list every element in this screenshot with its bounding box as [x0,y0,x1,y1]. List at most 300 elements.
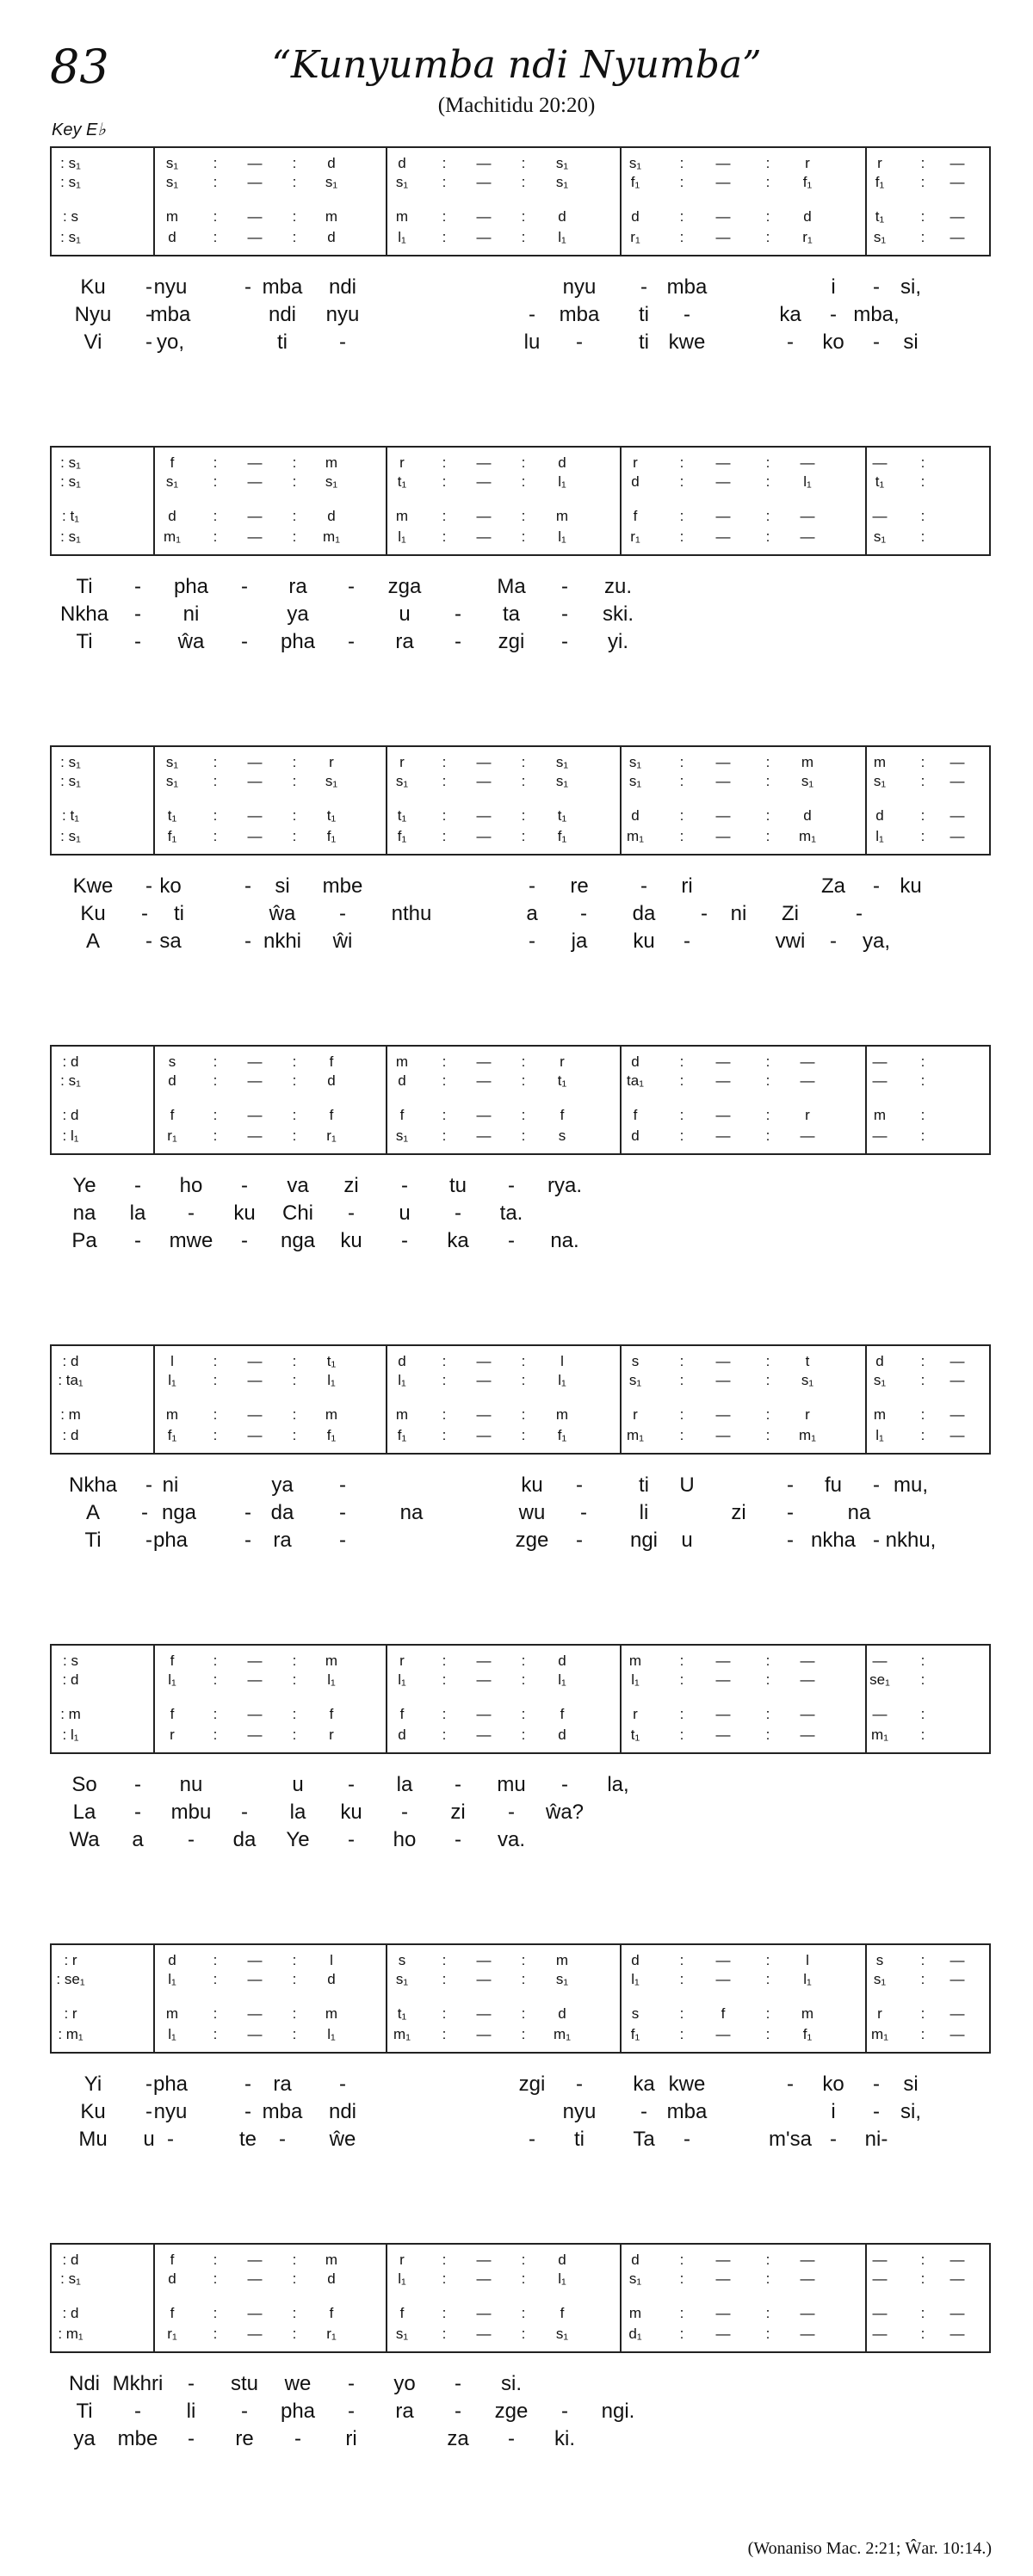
solfa-note: — [247,174,263,190]
lyric-syllable: pha [152,2073,189,2096]
lyric-syllable: - [455,1828,461,1851]
lyric-syllable: Wa [69,1828,100,1851]
solfa-note: — [949,828,965,844]
solfa-note: — [872,1652,888,1669]
solfa-note: — [247,1706,263,1722]
solfa-note: — [247,1353,263,1369]
solfa-note: se₁ [869,1671,890,1688]
solfa-note: s₁ [555,754,569,770]
solfa-note: — [247,528,263,545]
lyric-syllable: Nkha [68,1473,118,1497]
solfa-note: : [292,454,297,471]
solfa-note: — [800,1072,815,1089]
solfa-note: — [715,1671,731,1688]
solfa-note: : [521,2326,526,2342]
solfa-note: : [521,508,526,524]
solfa-note: : [765,1353,770,1369]
solfa-note: d [327,155,336,171]
solfa-note: : [292,508,297,524]
lyric-syllable: - [134,1801,141,1824]
lyric-syllable: yo [393,2372,416,2395]
solfa-note: r [633,1406,638,1423]
solfa-note: : s₁ [60,528,81,545]
solfa-note: : [442,754,447,770]
solfa-note: : [292,1671,297,1688]
voice-row [52,2305,989,2322]
solfa-note: : [442,2326,447,2342]
solfa-note: l₁ [327,1372,336,1388]
solfa-note: r₁ [630,528,640,545]
lyric-syllable: nyu [153,2100,188,2123]
lyric-syllable: - [241,2400,248,2423]
solfa-note: : [292,1072,297,1089]
lyric-line [50,1174,991,1198]
lyric-syllable: - [640,2100,647,2123]
solfa-note: r₁ [630,229,640,245]
solfa-note: : [292,773,297,789]
solfa-note: : [292,229,297,245]
solfa-note: l₁ [558,2270,566,2287]
solfa-note: f₁ [326,1427,337,1443]
solfa-note: — [800,2326,815,2342]
solfa-note: : [442,1053,447,1070]
solfa-note: — [715,1971,731,1987]
solfa-note: : [292,2305,297,2321]
voice-row [52,1671,989,1689]
lyric-syllable: La [72,1801,96,1824]
solfa-note: : [765,1671,770,1688]
solfa-note: s₁ [628,155,642,171]
solfa-note: — [715,2305,731,2321]
solfa-note: : s₁ [60,2270,81,2287]
voice-row [52,174,989,191]
lyric-syllable: u [399,602,411,626]
solfa-note: : [442,1353,447,1369]
solfa-note: : [213,1706,218,1722]
solfa-note: : s₁ [60,229,81,245]
lyric-syllable: - [348,2400,355,2423]
solfa-note: : [765,1406,770,1423]
solfa-note: — [476,2305,492,2321]
solfa-note: : [765,454,770,471]
solfa-note: m [801,2005,814,2022]
solfa-note: d [398,155,406,171]
solfa-note: l₁ [327,1671,336,1688]
lyric-syllable: Mkhri [112,2372,164,2395]
solfa-note: d [327,2270,336,2287]
lyric-syllable: nu [179,1773,203,1796]
solfa-note: t [805,1353,810,1369]
staff-box [50,2243,991,2353]
solfa-note: : [213,1353,218,1369]
solfa-note: l [560,1353,564,1369]
solfa-note: r₁ [167,2326,177,2342]
solfa-note: — [949,1406,965,1423]
solfa-note: m [325,2252,338,2268]
solfa-note: d [558,1727,566,1743]
solfa-note: : [213,155,218,171]
lyric-syllable: U [679,1473,695,1497]
solfa-note: — [800,1706,815,1722]
solfa-note: l₁ [168,2026,176,2042]
solfa-note: — [715,454,731,471]
voice-row [52,454,989,472]
lyric-syllable: - [145,2100,152,2123]
solfa-note: s₁ [873,773,887,789]
voice-row [52,1072,989,1090]
lyric-syllable: ti [574,2128,585,2151]
solfa-note: : [679,754,684,770]
solfa-note: m₁ [393,2026,411,2042]
solfa-note: r [329,754,334,770]
lyric-syllable: - [188,1202,195,1225]
solfa-note: s₁ [165,773,179,789]
solfa-note: — [247,2270,263,2287]
solfa-note: : [920,508,925,524]
solfa-note: f [560,1706,565,1722]
lyric-syllable: - [241,1229,248,1252]
lyric-syllable: ndi [328,2100,357,2123]
solfa-note: l₁ [631,1971,640,1987]
solfa-note: : [679,1072,684,1089]
solfa-note: s₁ [873,528,887,545]
solfa-note: — [949,807,965,824]
staff-box [50,146,991,256]
solfa-note: r [805,155,810,171]
solfa-note: : [679,2305,684,2321]
lyric-syllable: m'sa [769,2128,812,2151]
solfa-note: t₁ [397,473,407,490]
lyric-syllable: ko [822,2073,844,2096]
solfa-note: — [872,508,888,524]
lyric-syllable: - [529,303,535,326]
solfa-note: f₁ [557,828,567,844]
footer-reference: (Wonaniso Mac. 2:21; Ŵar. 10:14.) [747,2539,992,2558]
solfa-note: : [765,1706,770,1722]
lyric-syllable: ni [730,902,747,925]
lyric-syllable: mba [262,2100,303,2123]
solfa-note: : [213,2270,218,2287]
solfa-note: — [800,1127,815,1144]
lyric-syllable: ku [340,1801,362,1824]
solfa-note: : s₁ [60,754,81,770]
solfa-note: d [631,807,640,824]
solfa-note: : s₁ [60,773,81,789]
solfa-note: r [805,1406,810,1423]
solfa-note: : [213,1952,218,1968]
lyric-syllable: mbe [322,874,363,898]
solfa-note: s₁ [801,773,814,789]
solfa-note: : [213,1652,218,1669]
solfa-note: : s [63,208,78,225]
solfa-note: s [875,1952,884,1968]
solfa-note: : [765,773,770,789]
solfa-note: m [873,1107,887,1123]
voice-row [52,2026,989,2043]
solfa-note: — [872,2326,888,2342]
solfa-note: r [877,2005,882,2022]
solfa-note: — [872,454,888,471]
solfa-note: s₁ [628,1372,642,1388]
solfa-note: : [292,1427,297,1443]
solfa-note: s [168,1053,176,1070]
lyric-syllable: Ye [286,1828,310,1851]
solfa-note: : [292,1406,297,1423]
solfa-note: : [765,1372,770,1388]
solfa-note: f [399,1107,405,1123]
solfa-note: : [213,508,218,524]
solfa-note: — [247,1427,263,1443]
solfa-note: f₁ [875,174,885,190]
solfa-note: — [476,528,492,545]
lyric-syllable: - [684,930,690,953]
lyric-syllable: pha [152,1529,189,1552]
solfa-note: : [679,155,684,171]
lyric-syllable: - [294,2427,301,2450]
lyric-syllable: mu, [893,1473,929,1497]
lyric-syllable: mba [150,303,191,326]
solfa-note: s₁ [801,1372,814,1388]
solfa-note: — [476,174,492,190]
lyric-syllable: zi [343,1174,359,1197]
solfa-note: — [872,1127,888,1144]
solfa-note: s [558,1127,566,1144]
solfa-note: — [949,174,965,190]
lyric-syllable: ti [639,1473,649,1497]
voice-row [52,828,989,845]
solfa-note: — [247,1107,263,1123]
solfa-note: : [920,454,925,471]
lyric-syllable: - [145,930,152,953]
lyric-syllable: la [129,1202,146,1225]
solfa-note: : [765,2005,770,2022]
lyric-syllable: - [856,902,863,925]
solfa-note: : [920,773,925,789]
solfa-note: m [395,1406,409,1423]
solfa-note: : [920,473,925,490]
solfa-note: — [476,1107,492,1123]
solfa-note: t₁ [326,1353,337,1369]
lyric-syllable: rya. [547,1174,583,1197]
solfa-note: d₁ [628,2326,642,2342]
solfa-note: : [213,2326,218,2342]
solfa-note: s [631,2005,640,2022]
solfa-note: r [633,454,638,471]
solfa-note: — [949,155,965,171]
lyric-syllable: ra [273,1529,292,1552]
lyric-syllable: Ti [76,2400,93,2423]
lyric-syllable: ku [233,1202,256,1225]
lyric-syllable: - [401,1229,408,1252]
solfa-note: m [325,454,338,471]
solfa-note: r₁ [167,1127,177,1144]
solfa-note: — [476,1727,492,1743]
solfa-note: m [165,1406,179,1423]
solfa-note: — [715,2326,731,2342]
solfa-note: t₁ [326,807,337,824]
solfa-note: — [247,454,263,471]
solfa-note: : [213,1372,218,1388]
solfa-note: d [631,473,640,490]
solfa-note: : ta₁ [58,1372,84,1388]
solfa-note: f₁ [802,2026,813,2042]
solfa-note: — [800,2270,815,2287]
solfa-note: — [715,2270,731,2287]
solfa-note: : [920,1127,925,1144]
solfa-note: — [715,1406,731,1423]
solfa-note: : [765,473,770,490]
lyric-syllable: Ku [80,2100,106,2123]
solfa-note: l₁ [398,1372,406,1388]
solfa-note: — [800,2305,815,2321]
voice-row [52,1107,989,1124]
lyric-syllable: - [873,330,880,354]
solfa-note: : [521,1372,526,1388]
solfa-note: : [920,229,925,245]
lyric-syllable: - [684,2128,690,2151]
lyric-syllable: - [241,575,248,598]
solfa-note: : [442,1727,447,1743]
lyric-syllable: za [447,2427,469,2450]
lyric-syllable: - [787,1501,794,1524]
lyric-syllable: - [134,630,141,653]
solfa-note: : [521,2026,526,2042]
lyric-syllable: - [873,874,880,898]
voice-row [52,528,989,546]
solfa-note: : [920,174,925,190]
solfa-note: : [765,1971,770,1987]
hymn-number: 83 [50,40,109,94]
key-signature: Key E♭ [52,120,106,139]
solfa-note: : [442,473,447,490]
solfa-note: : [679,508,684,524]
solfa-note: — [476,208,492,225]
lyric-syllable: Ti [76,630,93,653]
lyric-syllable: lu [523,330,541,354]
solfa-note: — [476,1072,492,1089]
solfa-note: — [872,2270,888,2287]
lyric-syllable: - [279,2128,286,2151]
solfa-note: — [800,1727,815,1743]
solfa-note: t₁ [875,473,885,490]
solfa-note: — [872,2252,888,2268]
staff-box [50,1344,991,1455]
lyric-syllable: - [576,1473,583,1497]
solfa-note: : [765,754,770,770]
solfa-note: : [679,2005,684,2022]
solfa-note: m [395,208,409,225]
solfa-note: s₁ [628,2270,642,2287]
solfa-note: d [631,1952,640,1968]
solfa-note: m [555,508,569,524]
solfa-note: t₁ [557,807,567,824]
solfa-note: l₁ [875,1427,884,1443]
lyric-syllable: si [275,874,290,898]
solfa-note: : [442,1107,447,1123]
lyric-syllable: - [455,2400,461,2423]
lyric-syllable: - [529,2128,535,2151]
solfa-note: — [476,1971,492,1987]
solfa-note: l [330,1952,333,1968]
solfa-note: : [442,1427,447,1443]
solfa-note: : [292,2252,297,2268]
solfa-note: — [715,1427,731,1443]
lyric-line [50,930,991,954]
voice-row [52,1427,989,1444]
lyric-syllable: yi. [608,630,628,653]
solfa-note: — [715,1127,731,1144]
solfa-note: r [399,1652,405,1669]
solfa-note: — [476,1952,492,1968]
lyric-syllable: ngi [629,1529,659,1552]
solfa-note: — [476,1127,492,1144]
lyric-syllable: mwe [169,1229,213,1252]
lyric-syllable: - [134,1174,141,1197]
lyric-line [50,1801,991,1825]
solfa-note: — [247,773,263,789]
solfa-note: s₁ [555,174,569,190]
solfa-note: — [476,1427,492,1443]
solfa-note: : [213,2005,218,2022]
lyric-syllable: zgi [518,2073,546,2096]
voice-row [52,1706,989,1723]
lyric-syllable: mba, [853,303,900,326]
lyric-syllable: A [85,930,101,953]
solfa-note: : [213,208,218,225]
solfa-note: f [399,2305,405,2321]
lyric-syllable: a [526,902,538,925]
lyric-syllable: va. [497,1828,526,1851]
lyric-syllable: da [632,902,656,925]
staff-box [50,446,991,556]
solfa-note: : [442,1406,447,1423]
solfa-note: : [679,828,684,844]
solfa-note: — [476,473,492,490]
solfa-note: — [715,473,731,490]
solfa-note: : [765,208,770,225]
solfa-note: d [803,208,812,225]
solfa-note: — [800,1652,815,1669]
lyric-line [50,2372,991,2396]
solfa-note: : [920,2252,925,2268]
solfa-note: : [292,155,297,171]
solfa-note: : [442,155,447,171]
solfa-note: — [949,229,965,245]
solfa-note: : [920,1727,925,1743]
solfa-note: — [715,828,731,844]
lyric-syllable: ko [159,874,182,898]
hymn-title: “Kunyumba ndi Nyumba” [271,43,762,87]
lyric-syllable: ŵa [269,902,296,925]
solfa-note: — [715,1727,731,1743]
lyric-line [50,1202,991,1226]
lyric-syllable: ho [179,1174,203,1197]
solfa-note: : [679,2326,684,2342]
solfa-note: : [521,454,526,471]
solfa-note: : [920,1706,925,1722]
solfa-note: : [292,1971,297,1987]
solfa-note: — [247,155,263,171]
solfa-note: : [292,528,297,545]
lyric-line [50,2427,991,2451]
solfa-note: s₁ [325,174,338,190]
solfa-note: : [521,2005,526,2022]
solfa-note: — [476,1053,492,1070]
lyric-syllable: - [561,575,568,598]
solfa-note: : [765,2252,770,2268]
lyric-syllable: - [339,2073,346,2096]
solfa-note: — [247,1652,263,1669]
